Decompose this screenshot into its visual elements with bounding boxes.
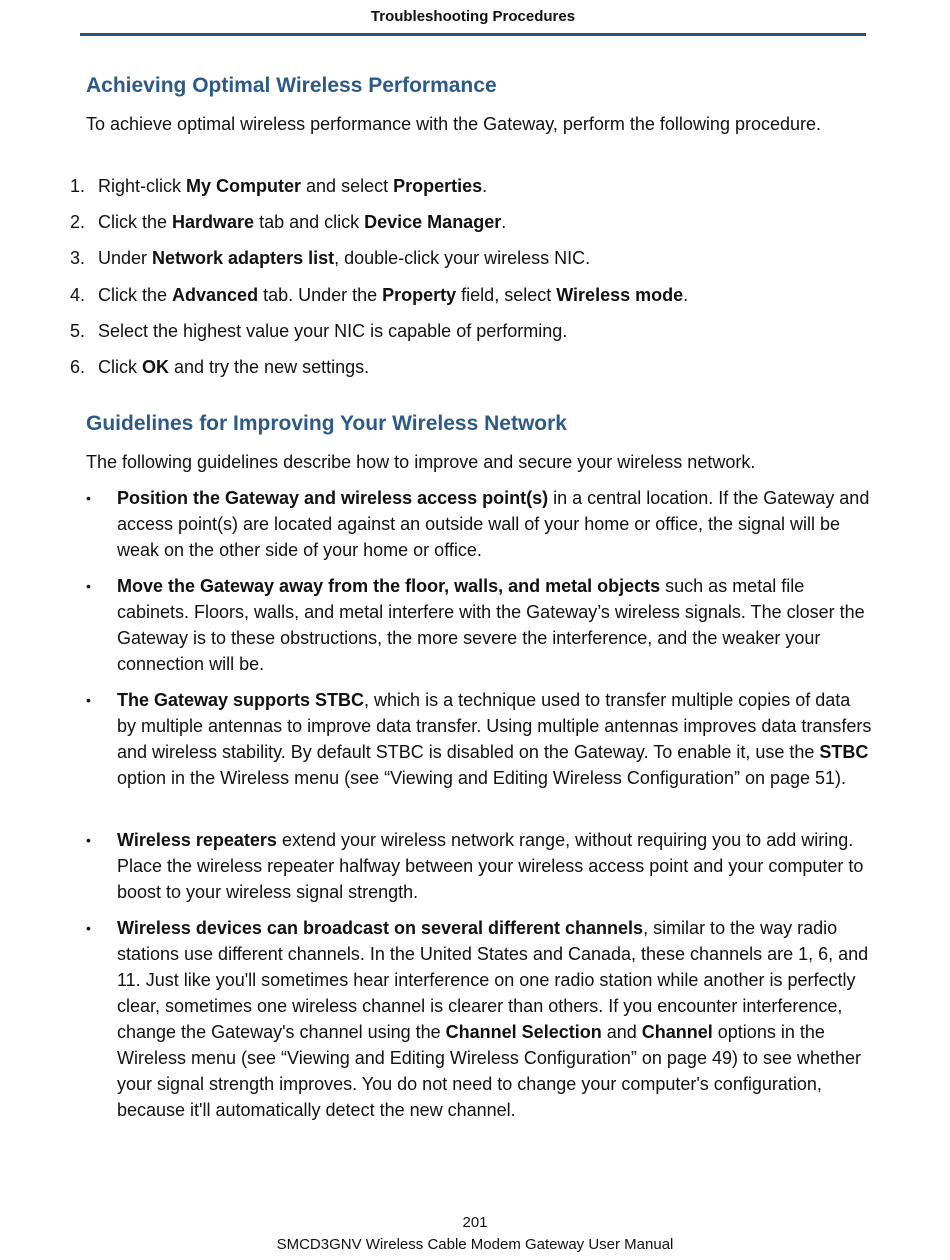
bullet-icon: • [86, 578, 91, 594]
bold-term: Property [382, 285, 457, 305]
section-heading-optimal-performance: Achieving Optimal Wireless Performance [86, 74, 497, 97]
bullet-icon: • [86, 692, 91, 708]
bold-term: Position the Gateway and wireless access point(s) [117, 488, 549, 508]
bold-term: Properties [393, 176, 483, 196]
guideline-text: Wireless devices can broadcast on several different channels, similar to the way radio stations use different channels. In the United States and Canada, these channels are 1, 6, and 11. Just like you'll sometimes hear interference on one radio station while another is perfectly clear, sometimes one wireless channel is clearer than others. If you encounter interference, change the Gateway's channel using the Channel Selection and Channel options in the Wireless menu (see “Viewing and Editing Wireless Configuration” on page 49) to see whether your signal strength improves. You do not need to change your computer's configuration, because it'll automatically detect the new channel. [117, 918, 869, 1120]
bold-term: Wireless mode [556, 285, 684, 305]
bold-term: STBC [819, 742, 869, 762]
manual-title: SMCD3GNV Wireless Cable Modem Gateway User Manual [276, 1236, 674, 1253]
step-text: Click the Hardware tab and click Device Manager. [98, 212, 507, 232]
bold-term: Wireless devices can broadcast on several different channels [117, 918, 644, 938]
page-number: 201 [462, 1214, 488, 1231]
guideline-text: The Gateway supports STBC, which is a technique used to transfer multiple copies of data by multiple antennas to improve data transfer. Using multiple antennas improves data transfers and wireless stability. By default STBC is disabled on the Gateway. To enable it, use the STBC option in the Wireless menu (see “Viewing and Editing Wireless Configuration” on page 51). [117, 690, 872, 788]
step-number: 6. [70, 357, 86, 377]
step-number: 4. [70, 285, 86, 305]
bold-term: Network adapters list [152, 248, 335, 268]
step-number: 3. [70, 248, 86, 268]
section-intro-guidelines: The following guidelines describe how to improve and secure your wireless network. [86, 452, 756, 472]
bullet-icon: • [86, 490, 91, 506]
bold-term: Channel Selection [445, 1022, 602, 1042]
guideline-text: Position the Gateway and wireless access point(s) in a central location. If the Gateway and access point(s) are located against an outside wall of your home or office, the signal will be weak on the other side of your home or office. [117, 488, 870, 560]
bold-term: Channel [641, 1022, 713, 1042]
guideline-text: Move the Gateway away from the floor, walls, and metal objects such as metal file cabinets. Floors, walls, and metal interfere with the Gateway’s wireless signals. The closer the Gateway is to these obstructions, the more severe the interference, and the weaker your connection will be. [117, 576, 865, 674]
bold-term: Advanced [172, 285, 259, 305]
step-text: Select the highest value your NIC is capable of performing. [98, 321, 568, 341]
bold-term: The Gateway supports STBC [117, 690, 365, 710]
header-title: Troubleshooting Procedures [370, 8, 576, 25]
step-text: Click the Advanced tab. Under the Property field, select Wireless mode. [98, 285, 689, 305]
bold-term: Device Manager [364, 212, 502, 232]
section-heading-guidelines: Guidelines for Improving Your Wireless Network [86, 412, 567, 435]
step-text: Under Network adapters list, double-click your wireless NIC. [98, 248, 591, 268]
step-number: 5. [70, 321, 86, 341]
bold-term: Move the Gateway away from the floor, walls, and metal objects [117, 576, 661, 596]
bold-term: Wireless repeaters [117, 830, 277, 850]
bullet-icon: • [86, 832, 91, 848]
bold-term: OK [142, 357, 169, 377]
guideline-text: Wireless repeaters extend your wireless network range, without requiring you to add wiring. Place the wireless repeater halfway between your wireless access point and your computer to boost to your wireless signal strength. [117, 830, 864, 902]
step-text: Right-click My Computer and select Properties. [98, 176, 488, 196]
step-text: Click OK and try the new settings. [98, 357, 370, 377]
bold-term: Hardware [172, 212, 255, 232]
bold-term: My Computer [186, 176, 302, 196]
step-number: 1. [70, 176, 86, 196]
section-intro-optimal-performance: To achieve optimal wireless performance with the Gateway, perform the following procedure. [86, 114, 822, 134]
running-header [80, 0, 866, 36]
step-number: 2. [70, 212, 86, 232]
bullet-icon: • [86, 920, 91, 936]
